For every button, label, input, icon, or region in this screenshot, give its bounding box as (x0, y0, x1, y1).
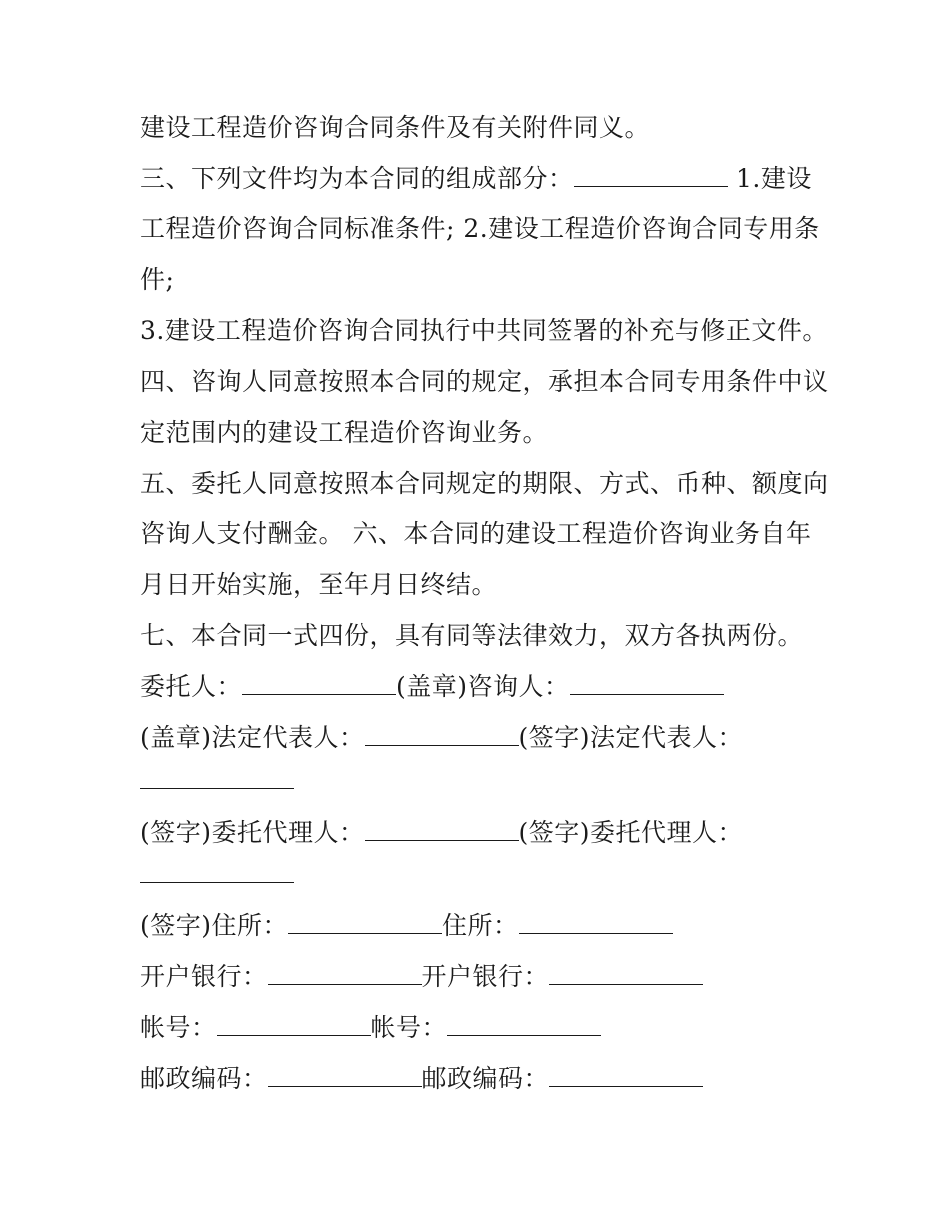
bank-blank-2 (549, 962, 703, 985)
address-blank (288, 911, 442, 934)
sign-agent-label: (签字)委托代理人： (140, 818, 365, 847)
legal-rep-blank (365, 723, 519, 746)
paragraph-line-8 (140, 469, 829, 499)
signature-row-bank (140, 962, 703, 992)
postcode-label: 邮政编码： (140, 1064, 268, 1093)
postcode-blank (268, 1064, 422, 1087)
paragraph-line-2 (140, 164, 812, 194)
line-text: 咨询人支付酬金。 六、本合同的建设工程造价咨询业务自年 (140, 519, 812, 548)
paragraph-line-6 (140, 367, 829, 397)
paragraph-line-3 (140, 214, 820, 244)
paragraph-line-7 (140, 418, 548, 448)
signature-row-postcode (140, 1064, 703, 1094)
signature-row-legal-rep-blank (140, 766, 294, 796)
sign-address-label: (签字)住所： (140, 911, 289, 940)
signature-row-legal-rep (140, 723, 743, 753)
account-blank (217, 1013, 371, 1036)
postcode-blank-2 (549, 1064, 703, 1087)
line-text: 月日开始实施，至年月日终结。 (140, 570, 498, 599)
paragraph-line-11 (140, 621, 803, 651)
client-blank (242, 672, 396, 695)
line-text: 建设工程造价咨询合同条件及有关附件同义。 (140, 113, 651, 142)
bank-blank (268, 962, 422, 985)
line-text: 件; (140, 265, 175, 294)
paragraph-line-1 (140, 113, 650, 143)
sign-rep-label: (签字)法定代表人： (518, 723, 744, 752)
agent-blank-2 (140, 860, 294, 883)
account-label-2: 帐号： (370, 1013, 448, 1042)
signature-row-client (140, 672, 724, 702)
postcode-label-2: 邮政编码： (421, 1064, 550, 1093)
line-text: 四、咨询人同意按照本合同的规定，承担本合同专用条件中议 (140, 367, 829, 396)
bank-label: 开户银行： (140, 962, 268, 991)
line-text: 1.建设 (735, 164, 812, 193)
sign-agent-label-2: (签字)委托代理人： (518, 818, 744, 847)
consultant-blank (570, 672, 724, 695)
line-text: 七、本合同一式四份，具有同等法律效力，双方各执两份。 (140, 621, 804, 650)
blank-underline (574, 164, 728, 187)
seal-rep-label: (盖章)法定代表人： (140, 723, 365, 752)
line-text: 三、下列文件均为本合同的组成部分： (140, 164, 574, 193)
paragraph-line-4 (140, 265, 174, 295)
address-blank-2 (519, 911, 673, 934)
signature-row-agent-blank (140, 860, 294, 890)
address-label: 住所： (442, 911, 519, 940)
paragraph-line-9 (140, 519, 811, 549)
paragraph-line-5 (140, 316, 828, 346)
paragraph-line-10 (140, 570, 497, 600)
line-text: 定范围内的建设工程造价咨询业务。 (140, 418, 549, 447)
seal-consultant-label: (盖章)咨询人： (396, 672, 570, 701)
signature-row-address (140, 911, 673, 941)
account-label: 帐号： (140, 1013, 217, 1042)
account-blank-2 (447, 1013, 601, 1036)
line-text: 五、委托人同意按照本合同规定的期限、方式、币种、额度向 (140, 469, 829, 498)
line-text: 3.建设工程造价咨询合同执行中共同签署的补充与修正文件。 (140, 316, 828, 345)
agent-blank (365, 818, 519, 841)
legal-rep-blank-2 (140, 766, 294, 789)
bank-label-2: 开户银行： (421, 962, 550, 991)
signature-row-agent (140, 818, 743, 848)
client-label: 委托人： (140, 672, 243, 701)
signature-row-account (140, 1013, 601, 1043)
line-text: 工程造价咨询合同标准条件; 2.建设工程造价咨询合同专用条 (140, 214, 820, 243)
